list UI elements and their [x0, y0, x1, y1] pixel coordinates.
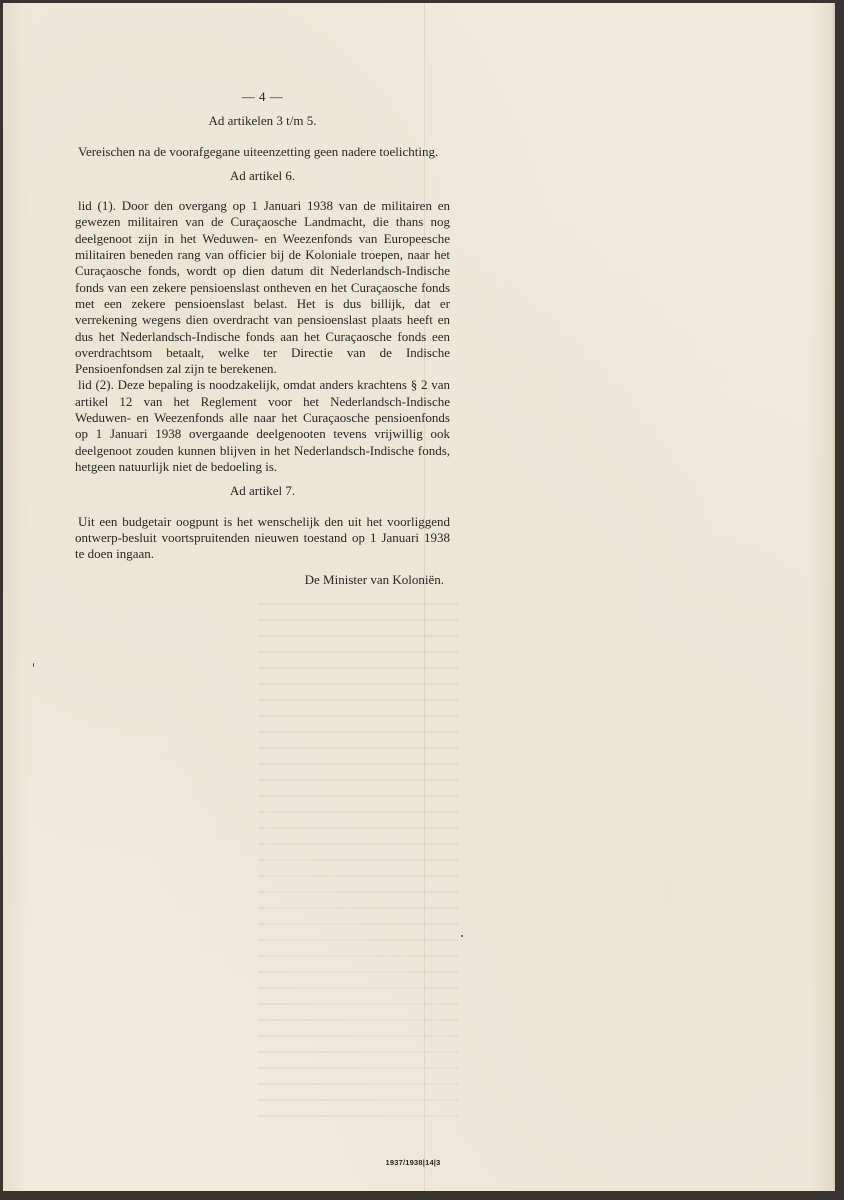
page-number: — 4 —	[241, 89, 284, 104]
document-body	[75, 89, 450, 589]
section-heading: Ad artikel 7.	[229, 483, 296, 499]
section-heading: Ad artikel 6.	[229, 167, 296, 183]
section-heading: Ad artikelen 3 t/m 5.	[208, 113, 317, 129]
paragraph: Vereischen na de voorafgegane uiteenzetting geen nadere toelichting.	[78, 143, 439, 159]
bleed-through-text	[258, 603, 458, 1123]
ink-speck	[461, 935, 463, 937]
archive-code: 1937/1938|14|3	[385, 1158, 441, 1167]
paragraph: Uit een budgetair oogpunt is het wenschelijk den uit het voorliggend ontwerp-besluit voortspruitenden nieuwen toestand op 1 Januari 1938 te doen ingaan.	[75, 513, 450, 562]
ink-speck	[33, 663, 34, 667]
paragraph: lid (2). Deze bepaling is noodzakelijk, omdat anders krachtens § 2 van artikel 12 van het Reglement voor het Nederlandsch-Indische Weduwen- en Weezenfonds alle naar het Curaçaosche pensioenfonds op 1 Januari 1938 overgaande deelgenooten tevens vrijwillig ook deelgenoot zouden kunnen blijven in het Nederlandsch-Indische fonds, hetgeen natuurlijk niet de bedoeling is.	[75, 377, 450, 474]
document-page	[3, 3, 835, 1191]
paragraph: lid (1). Door den overgang op 1 Januari 1938 van de militairen en gewezen militairen van de Curaçaosche Landmacht, die thans nog deelgenoot zijn in het Weduwen- en Weezenfonds van Europeesche militairen beneden rang van officier bij de Koloniale troepen, naar het Curaçaosche fonds, wordt op dien datum dit Nederlandsch-Indische fonds van een zekere pensioenslast ontheven en het Curaçaosche fonds met een zekere pensioenslast belast. Het is dus billijk, dat er verrekening wegens dien overdracht van pensioenslast plaats heeft en dus het Nederlandsch-Indische fonds aan het Curaçaosche fonds een overdrachtsom betaalt, welke ter Directie van de Indische Pensioenfondsen zal zijn te berekenen.	[75, 198, 450, 377]
signature-line: De Minister van Koloniën.	[304, 572, 444, 588]
